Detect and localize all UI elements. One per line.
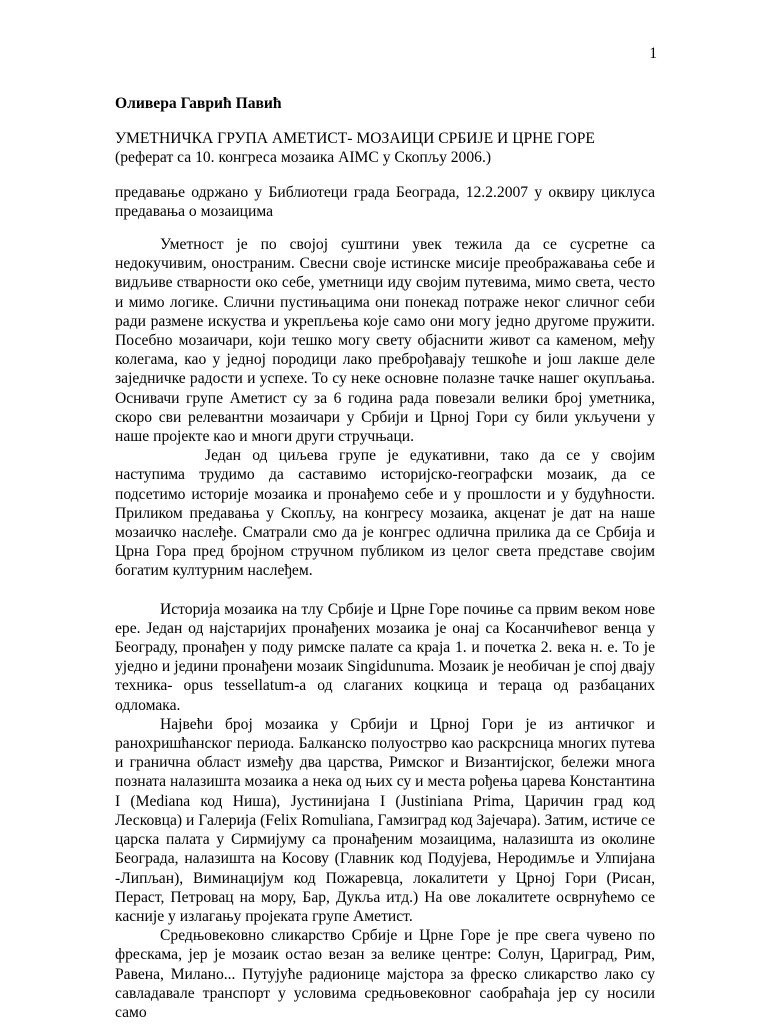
lecture-note: предавање одржано у Библиотеци града Београда, 12.2.2007 у оквиру циклуса предавања о мозаицима xyxy=(115,184,655,221)
document-subtitle: (реферат са 10. конгреса мозаика AIMC у Скопљу 2006.) xyxy=(115,149,492,166)
paragraph: Историја мозаика на тлу Србије и Црне Горе почиње са првим веком нове ере. Један од најстаријих пронађених мозаика је онај са Косанчићевог венца у Београду, пронађен у поду римске палате са краја 1. и почетка 2. века н. е. То је уједно и једини пронађени мозаик Singidunuma. Мозаик је необичан је спој двају техника- opus tessellatum-а од слаганих коцкица и тераца од разбацаних одломака. xyxy=(115,600,655,714)
article-body xyxy=(115,235,655,1022)
author-name: Оливера Гаврић Павић xyxy=(115,95,282,112)
page-number: 1 xyxy=(649,45,657,62)
paragraph: Средњовековно сликарство Србије и Црне Горе је пре свега чувено по фрескама, јер је мозаик остао везан за велике центре: Солун, Цариград, Рим, Равена, Милано... Путујуће радионице мајстора за фреско сликарство лако су савладавале транспорт у условима средњовековног саобраћаја јер су носили само xyxy=(115,927,655,1021)
paragraph: Највећи број мозаика у Србији и Црној Гори је из античког и ранохришћанског периода. Балканско полуострво као раскрсница многих путева и гранична област између два царства, Римског и Византијског, бележи многа позната налазишта мозаика а нека од њих су и места рођења царева Константина I (Mediana код Ниша), Јустинијана I (Justiniana Prima, Царичин град код Лесковца) и Галерија (Felix Romuliana, Гамзиград код Зајечара). Затим, истиче се царска палата у Сирмијуму са пронађеним мозаицима, налазишта из околине Београда, налазишта на Косову (Главник код Подујева, Неродимље и Улпијана -Липљан), Виминацијум код Пожаревца, локалитети у Црној Гори (Рисан, Пераст, Петровац на мору, Бар, Дукља итд.) На ове локалитете осврнућемо се касније у излагању пројеката групе Аметист. xyxy=(115,715,655,925)
document-title: УМЕТНИЧКА ГРУПА АМЕТИСТ- МОЗАИЦИ СРБИЈЕ И ЦРНЕ ГОРЕ xyxy=(115,130,595,147)
paragraph: Уметност је по својој суштини увек тежила да се сусретне са недокучивим, оностраним. Свесни своје истинске мисије преображавања себе и видљиве стварности око себе, уметници иду својим путевима, мимо света, често и мимо логике. Слични пустињацима они понекад потраже неког сличног себи ради размене искуства и укрепљења које само они могу једно другоме пружити. Посебно мозаичари, који тешко могу свету објаснити живот са каменом, међу колегама, као у једној породици лако преброђавају тешкоће и још лакше деле заједничке радости и успехе. То су неке основне полазне тачке нашег окупљања. Оснивачи групе Аметист су за 6 година рада повезали велики број уметника, скоро сви релевантни мозаичари у Србији и Црној Гори су били укључени у наше пројекте као и многи други стручњаци. xyxy=(115,236,655,446)
paragraph: Један од циљева групе је едукативни, тако да се у својим наступима трудимо да саставимо историјско-географски мозаик, да се подсетимо историје мозаика и пронађемо себе и у прошлости и у будућности. Приликом предавања у Скопљу, на конгресу мозаика, акценат је дат на наше мозаичко наслеђе. Сматрали смо да је конгрес одлична прилика да се Србија и Црна Гора пред бројном стручном публиком из целог света представе својим богатим културним наслеђем. xyxy=(115,447,655,580)
